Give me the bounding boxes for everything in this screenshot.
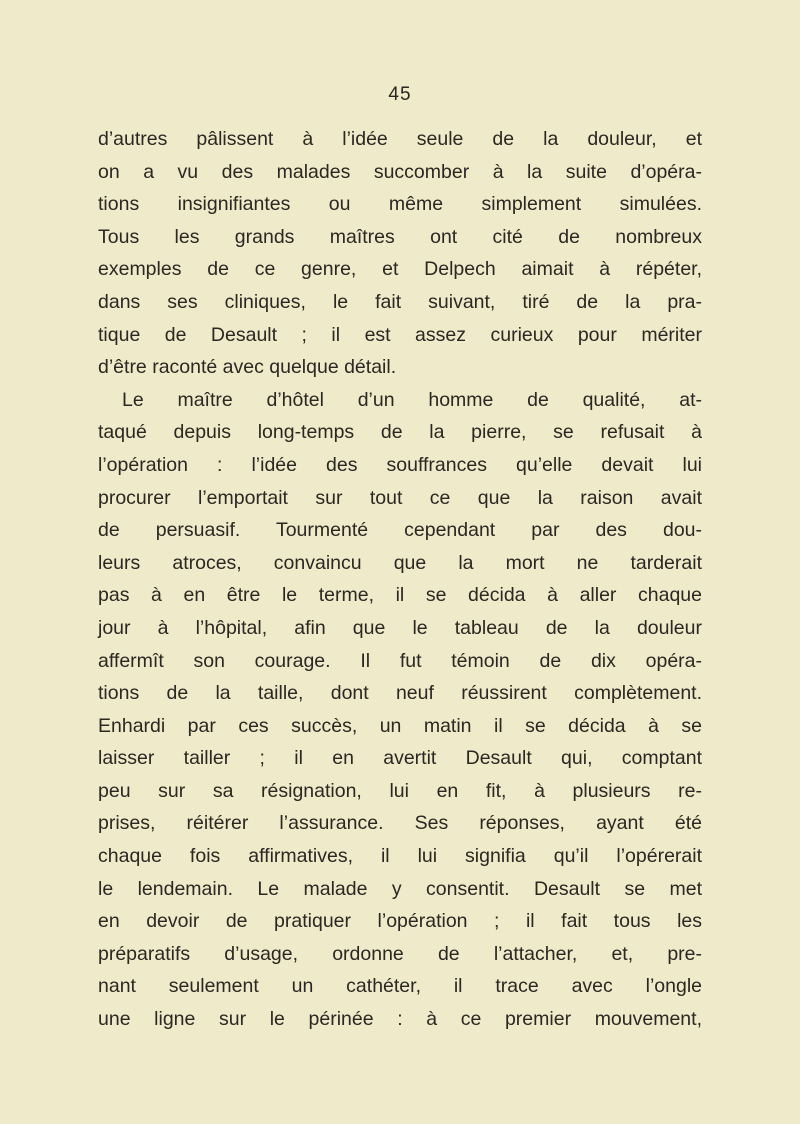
text-line: en devoir de pratiquer l’opération ; il fait tous les	[98, 910, 702, 933]
text-line: dans ses cliniques, le fait suivant, tiré de la pra-	[98, 290, 702, 313]
text-line: Enhardi par ces succès, un matin il se décida à se	[98, 714, 702, 737]
text-line: tique de Desault ; il est assez curieux pour mériter	[98, 323, 702, 346]
text-line: procurer l’emportait sur tout ce que la raison avait	[98, 486, 702, 509]
text-line: tions insignifiantes ou même simplement simulées.	[98, 193, 702, 216]
text-line: l’opération : l’idée des souffrances qu’elle devait lui	[98, 453, 702, 476]
page-number: 45	[388, 84, 412, 105]
text-line: d’autres pâlissent à l’idée seule de la douleur, et	[98, 128, 702, 150]
text-line: nant seulement un cathéter, il trace avec l’ongle	[98, 975, 702, 998]
text-line: jour à l’hôpital, afin que le tableau de la douleur	[98, 616, 702, 639]
text-line: taqué depuis long-temps de la pierre, se refusait à	[98, 421, 702, 444]
text-line: exemples de ce genre, et Delpech aimait à répéter,	[98, 258, 702, 281]
text-line: prises, réitérer l’assurance. Ses réponses, ayant été	[98, 812, 702, 835]
text-line: d’être raconté avec quelque détail.	[98, 356, 397, 379]
text-line: pas à en être le terme, il se décida à aller chaque	[98, 584, 702, 607]
text-line: on a vu des malades succomber à la suite d’opéra-	[98, 160, 702, 183]
text-line: chaque fois affirmatives, il lui signifia qu’il l’opérerait	[98, 845, 702, 868]
text-line: de persuasif. Tourmenté cependant par des dou-	[98, 519, 702, 542]
text-line: Le maître d’hôtel d’un homme de qualité, at-	[122, 388, 702, 411]
text-line: le lendemain. Le malade y consentit. Desault se met	[98, 877, 702, 900]
text-line: laisser tailler ; il en avertit Desault qui, comptant	[98, 747, 702, 770]
text-line: une ligne sur le périnée : à ce premier mouvement,	[98, 1008, 702, 1031]
text-line: Tous les grands maîtres ont cité de nombreux	[98, 225, 702, 248]
text-line: affermît son courage. Il fut témoin de dix opéra-	[98, 649, 702, 672]
text-line: tions de la taille, dont neuf réussirent complètement.	[98, 682, 702, 705]
text-line: leurs atroces, convaincu que la mort ne tarderait	[98, 551, 702, 574]
text-line: peu sur sa résignation, lui en fit, à plusieurs re-	[98, 779, 702, 802]
body-text	[98, 123, 702, 1036]
text-line: préparatifs d’usage, ordonne de l’attacher, et, pre-	[98, 942, 702, 965]
